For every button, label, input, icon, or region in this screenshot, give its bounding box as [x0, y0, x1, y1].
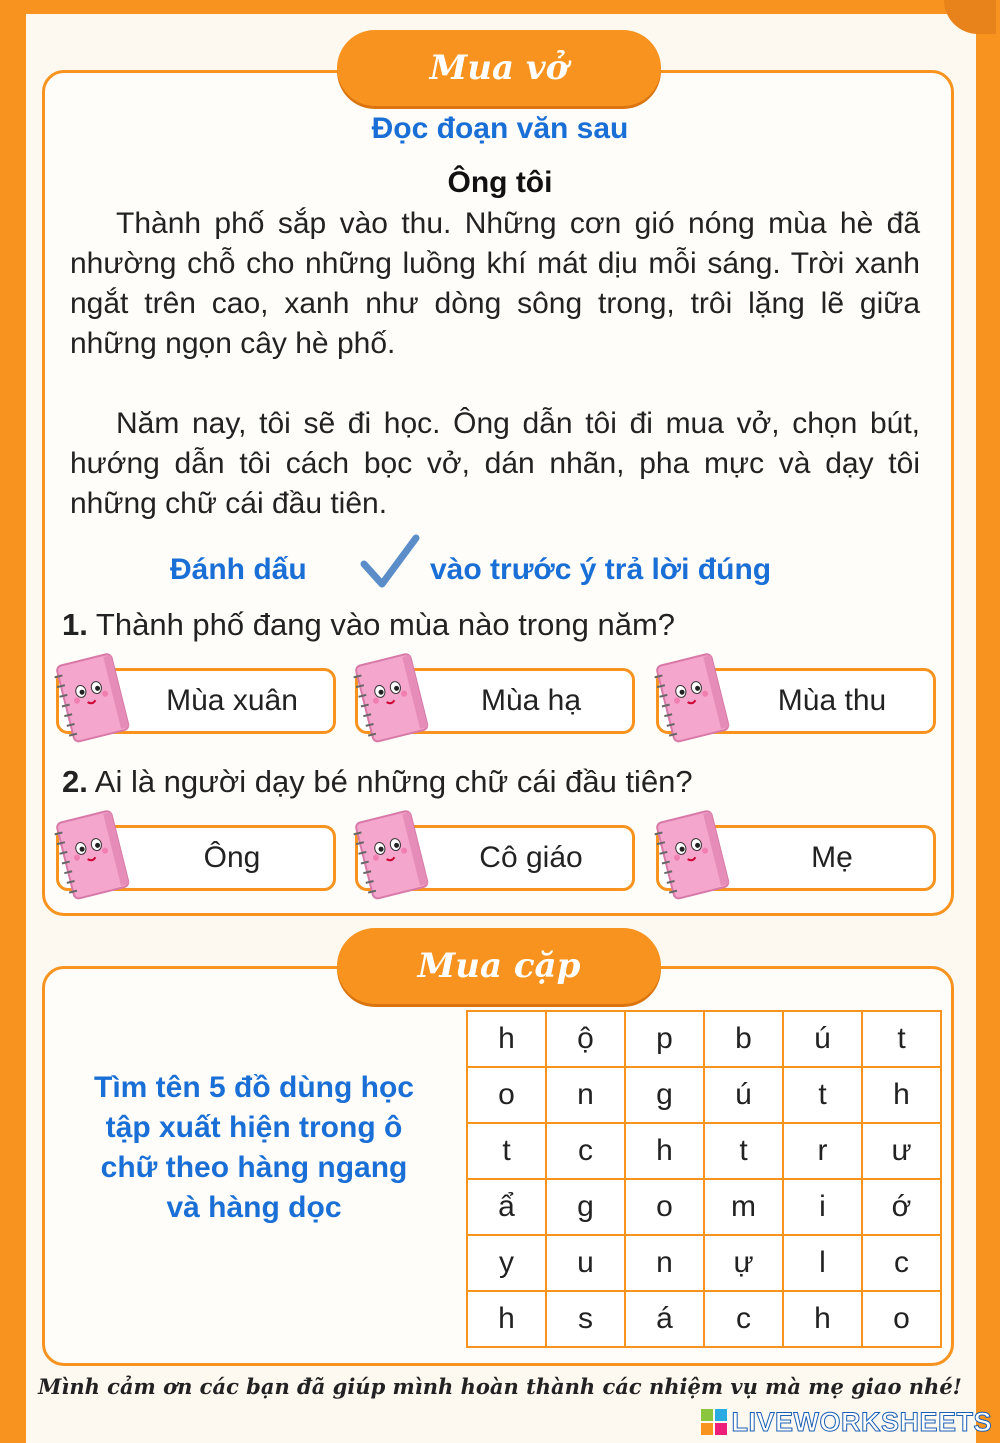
- section-header-mua-cap: Mua cặp: [337, 928, 661, 1004]
- liveworksheets-brand: [701, 1404, 992, 1440]
- grid-cell[interactable]: s: [546, 1291, 625, 1347]
- grid-cell[interactable]: n: [546, 1067, 625, 1123]
- grid-cell[interactable]: r: [783, 1123, 862, 1179]
- grid-cell[interactable]: c: [862, 1235, 941, 1291]
- grid-cell[interactable]: ú: [783, 1011, 862, 1067]
- mark-instruction-right: vào trước ý trả lời đúng: [430, 553, 772, 586]
- grid-cell[interactable]: g: [546, 1179, 625, 1235]
- q2-option-2-label: Cô giáo: [479, 841, 583, 874]
- q2-option-ong[interactable]: [56, 825, 336, 891]
- q2-option-co-giao[interactable]: [355, 825, 635, 891]
- grid-cell[interactable]: o: [625, 1179, 704, 1235]
- notebook-icon[interactable]: [51, 808, 133, 904]
- notebook-icon[interactable]: [651, 651, 733, 747]
- grid-cell[interactable]: t: [862, 1011, 941, 1067]
- grid-cell[interactable]: ư: [862, 1123, 941, 1179]
- reading-instruction: Đọc đoạn văn sau: [371, 112, 629, 145]
- grid-cell[interactable]: u: [546, 1235, 625, 1291]
- grid-cell[interactable]: o: [862, 1291, 941, 1347]
- grid-cell[interactable]: c: [704, 1291, 783, 1347]
- notebook-icon[interactable]: [350, 651, 432, 747]
- grid-cell[interactable]: h: [862, 1067, 941, 1123]
- q2-option-me[interactable]: [656, 825, 936, 891]
- q2-option-3-label: Mẹ: [811, 841, 853, 874]
- question-2-text: Ai là người dạy bé những chữ cái đầu tiên?: [94, 764, 693, 799]
- section-header-mua-vo: Mua vở: [337, 30, 661, 106]
- q1-option-mua-xuan[interactable]: [56, 668, 336, 734]
- grid-cell[interactable]: t: [467, 1123, 546, 1179]
- grid-cell[interactable]: ự: [704, 1235, 783, 1291]
- grid-cell[interactable]: á: [625, 1291, 704, 1347]
- grid-cell[interactable]: l: [783, 1235, 862, 1291]
- grid-cell[interactable]: h: [467, 1291, 546, 1347]
- grid-cell[interactable]: p: [625, 1011, 704, 1067]
- grid-cell[interactable]: ớ: [862, 1179, 941, 1235]
- q1-option-1-label: Mùa xuân: [166, 684, 298, 717]
- notebook-icon[interactable]: [51, 651, 133, 747]
- grid-row: [467, 1179, 941, 1235]
- grid-cell[interactable]: ú: [704, 1067, 783, 1123]
- story-title: Ông tôi: [447, 166, 553, 199]
- notebook-icon[interactable]: [651, 808, 733, 904]
- question-1-text: Thành phố đang vào mùa nào trong năm?: [95, 607, 676, 642]
- check-icon: [360, 534, 420, 590]
- grid-row: [467, 1291, 941, 1347]
- q1-option-mua-ha[interactable]: [355, 668, 635, 734]
- notebook-icon[interactable]: [350, 808, 432, 904]
- grid-cell[interactable]: c: [546, 1123, 625, 1179]
- q1-option-3-label: Mùa thu: [777, 684, 887, 717]
- grid-cell[interactable]: o: [467, 1067, 546, 1123]
- footer-message: Mình cảm ơn các bạn đã giúp mình hoàn thành các nhiệm vụ mà mẹ giao nhé!: [38, 1374, 962, 1399]
- grid-cell[interactable]: m: [704, 1179, 783, 1235]
- q2-option-1-label: Ông: [203, 841, 261, 874]
- grid-cell[interactable]: h: [625, 1123, 704, 1179]
- brand-name: LIVEWORKSHEETS: [731, 1406, 992, 1437]
- grid-cell[interactable]: b: [704, 1011, 783, 1067]
- word-search-grid: [466, 1010, 942, 1348]
- grid-cell[interactable]: h: [467, 1011, 546, 1067]
- question-1-number: 1.: [62, 607, 88, 642]
- grid-cell[interactable]: ẩ: [467, 1179, 546, 1235]
- q1-option-2-label: Mùa hạ: [480, 684, 582, 717]
- question-2-number: 2.: [62, 764, 88, 799]
- grid-cell[interactable]: ộ: [546, 1011, 625, 1067]
- grid-row: [467, 1123, 941, 1179]
- grid-cell[interactable]: t: [783, 1067, 862, 1123]
- question-1: [62, 607, 675, 643]
- grid-cell[interactable]: y: [467, 1235, 546, 1291]
- mark-instruction-left: Đánh dấu: [170, 553, 307, 586]
- word-search-instruction: Tìm tên 5 đồ dùng học tập xuất hiện trong ô chữ theo hàng ngang và hàng dọc: [94, 1071, 414, 1224]
- grid-cell[interactable]: g: [625, 1067, 704, 1123]
- grid-row: [467, 1235, 941, 1291]
- grid-cell[interactable]: i: [783, 1179, 862, 1235]
- story-paragraph-2: Năm nay, tôi sẽ đi học. Ông dẫn tôi đi mua vở, chọn bút, hướng dẫn tôi cách bọc vở, dán nhãn, pha mực và dạy tôi những chữ cái đầu tiên.: [70, 407, 920, 520]
- q1-option-mua-thu[interactable]: [656, 668, 936, 734]
- liveworksheets-logo-icon: [701, 1409, 727, 1435]
- grid-row: [467, 1067, 941, 1123]
- grid-cell[interactable]: t: [704, 1123, 783, 1179]
- question-2: [62, 764, 693, 800]
- grid-row: [467, 1011, 941, 1067]
- story-paragraph-1: Thành phố sắp vào thu. Những cơn gió nóng mùa hè đã nhường chỗ cho những luồng khí mát dịu mỗi sáng. Trời xanh ngắt trên cao, xanh như dòng sông trong, trôi lặng lẽ giữa những ngọn cây hè phố.: [70, 207, 920, 360]
- grid-cell[interactable]: n: [625, 1235, 704, 1291]
- grid-cell[interactable]: h: [783, 1291, 862, 1347]
